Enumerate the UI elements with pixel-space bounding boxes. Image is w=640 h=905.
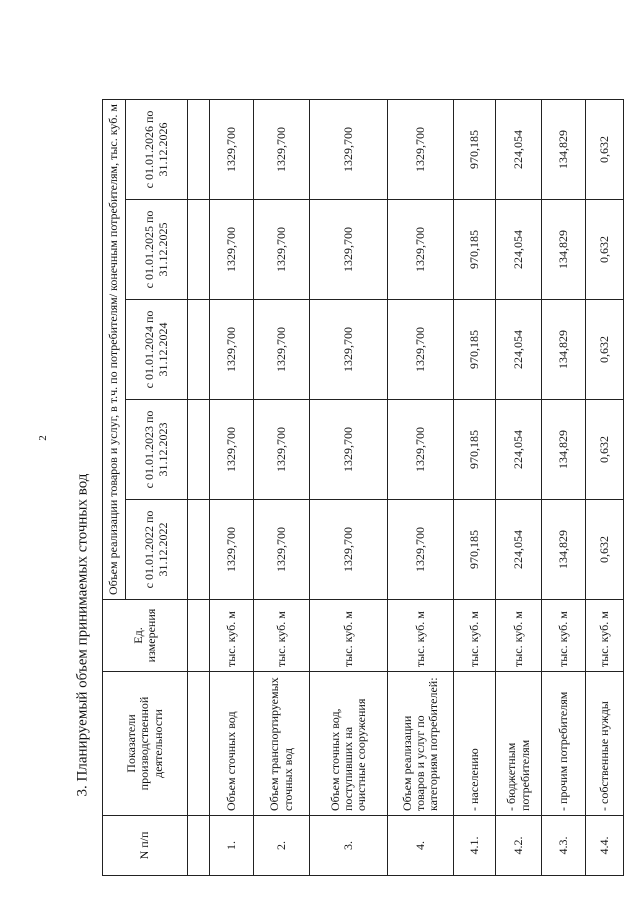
- row-unit: тыс. куб. м: [310, 600, 388, 672]
- row-name: - собственные нужды: [586, 672, 624, 816]
- row-value: 1329,700: [210, 300, 254, 400]
- header-period: с 01.01.2023 по 31.12.2023: [126, 400, 188, 500]
- row-value: 0,632: [586, 200, 624, 300]
- column-number: [188, 200, 210, 300]
- wastewater-volume-table: [102, 99, 624, 876]
- table-row: [388, 100, 454, 876]
- column-number: [188, 816, 210, 876]
- row-value: 1329,700: [388, 400, 454, 500]
- row-value: 1329,700: [210, 100, 254, 200]
- table-row: [496, 100, 542, 876]
- table-row: [210, 100, 254, 876]
- row-unit: тыс. куб. м: [454, 600, 496, 672]
- column-numbers-row: [188, 100, 210, 876]
- row-value: 224,054: [496, 500, 542, 600]
- row-value: 1329,700: [210, 500, 254, 600]
- row-value: 1329,700: [210, 400, 254, 500]
- row-value: 134,829: [542, 400, 586, 500]
- header-unit: Ед. измерения: [103, 600, 188, 672]
- table-row: [542, 100, 586, 876]
- row-value: 0,632: [586, 300, 624, 400]
- row-value: 1329,700: [210, 200, 254, 300]
- row-value: 1329,700: [388, 200, 454, 300]
- table-container: [102, 100, 611, 876]
- row-value: 1329,700: [388, 100, 454, 200]
- header-period: с 01.01.2024 по 31.12.2024: [126, 300, 188, 400]
- table-row: [586, 100, 624, 876]
- header-period: с 01.01.2025 по 31.12.2025: [126, 200, 188, 300]
- column-number: [188, 100, 210, 200]
- row-value: 1329,700: [310, 300, 388, 400]
- row-value: 1329,700: [388, 500, 454, 600]
- header-num: N п/п: [103, 816, 188, 876]
- column-number: [188, 400, 210, 500]
- row-value: 224,054: [496, 300, 542, 400]
- row-num: 2.: [254, 816, 310, 876]
- row-value: 1329,700: [254, 100, 310, 200]
- row-value: 0,632: [586, 100, 624, 200]
- column-number: [188, 600, 210, 672]
- table-row: [254, 100, 310, 876]
- row-value: 224,054: [496, 200, 542, 300]
- row-num: 4.3.: [542, 816, 586, 876]
- row-value: 1329,700: [254, 200, 310, 300]
- row-value: 134,829: [542, 300, 586, 400]
- row-name: Объем сточных вод: [210, 672, 254, 816]
- row-value: 134,829: [542, 500, 586, 600]
- page-number: 2: [36, 435, 49, 441]
- row-value: 1329,700: [254, 400, 310, 500]
- row-value: 970,185: [454, 400, 496, 500]
- row-num: 4.1.: [454, 816, 496, 876]
- column-number: [188, 500, 210, 600]
- row-unit: тыс. куб. м: [496, 600, 542, 672]
- header-period: с 01.01.2026 по 31.12.2026: [126, 100, 188, 200]
- column-number: [188, 672, 210, 816]
- row-unit: тыс. куб. м: [388, 600, 454, 672]
- row-value: 970,185: [454, 500, 496, 600]
- table-row: [310, 100, 388, 876]
- row-value: 1329,700: [310, 400, 388, 500]
- row-name: Объем транспортируемых сточных вод: [254, 672, 310, 816]
- row-name: Объем реализации товаров и услуг по категориям потребителей:: [388, 672, 454, 816]
- row-value: 1329,700: [388, 300, 454, 400]
- page-title: 3. Планируемый объем принимаемых сточных вод: [74, 473, 91, 797]
- row-name: - населению: [454, 672, 496, 816]
- row-value: 1329,700: [310, 200, 388, 300]
- table-row: [454, 100, 496, 876]
- row-value: 1329,700: [254, 300, 310, 400]
- row-value: 224,054: [496, 400, 542, 500]
- row-value: 0,632: [586, 500, 624, 600]
- row-value: 224,054: [496, 100, 542, 200]
- row-value: 0,632: [586, 400, 624, 500]
- header-group: Объем реализации товаров и услуг, в т.ч. по потребителям/ конечным потребителям, тыс. куб. м: [103, 100, 126, 600]
- row-unit: тыс. куб. м: [542, 600, 586, 672]
- row-num: 4.: [388, 816, 454, 876]
- row-name: Объем сточных вод, поступивших на очистные сооружения: [310, 672, 388, 816]
- row-num: 4.2.: [496, 816, 542, 876]
- row-value: 1329,700: [310, 100, 388, 200]
- row-value: 134,829: [542, 200, 586, 300]
- row-value: 970,185: [454, 100, 496, 200]
- row-unit: тыс. куб. м: [254, 600, 310, 672]
- header-indicator: Показатели производственной деятельности: [103, 672, 188, 816]
- row-num: 1.: [210, 816, 254, 876]
- row-value: 970,185: [454, 300, 496, 400]
- row-value: 134,829: [542, 100, 586, 200]
- row-name: - бюджетным потребителям: [496, 672, 542, 816]
- row-value: 1329,700: [310, 500, 388, 600]
- row-value: 1329,700: [254, 500, 310, 600]
- row-unit: тыс. куб. м: [586, 600, 624, 672]
- row-name: - прочим потребителям: [542, 672, 586, 816]
- header-period: с 01.01.2022 по 31.12.2022: [126, 500, 188, 600]
- row-value: 970,185: [454, 200, 496, 300]
- row-num: 4.4.: [586, 816, 624, 876]
- row-unit: тыс. куб. м: [210, 600, 254, 672]
- column-number: [188, 300, 210, 400]
- row-num: 3.: [310, 816, 388, 876]
